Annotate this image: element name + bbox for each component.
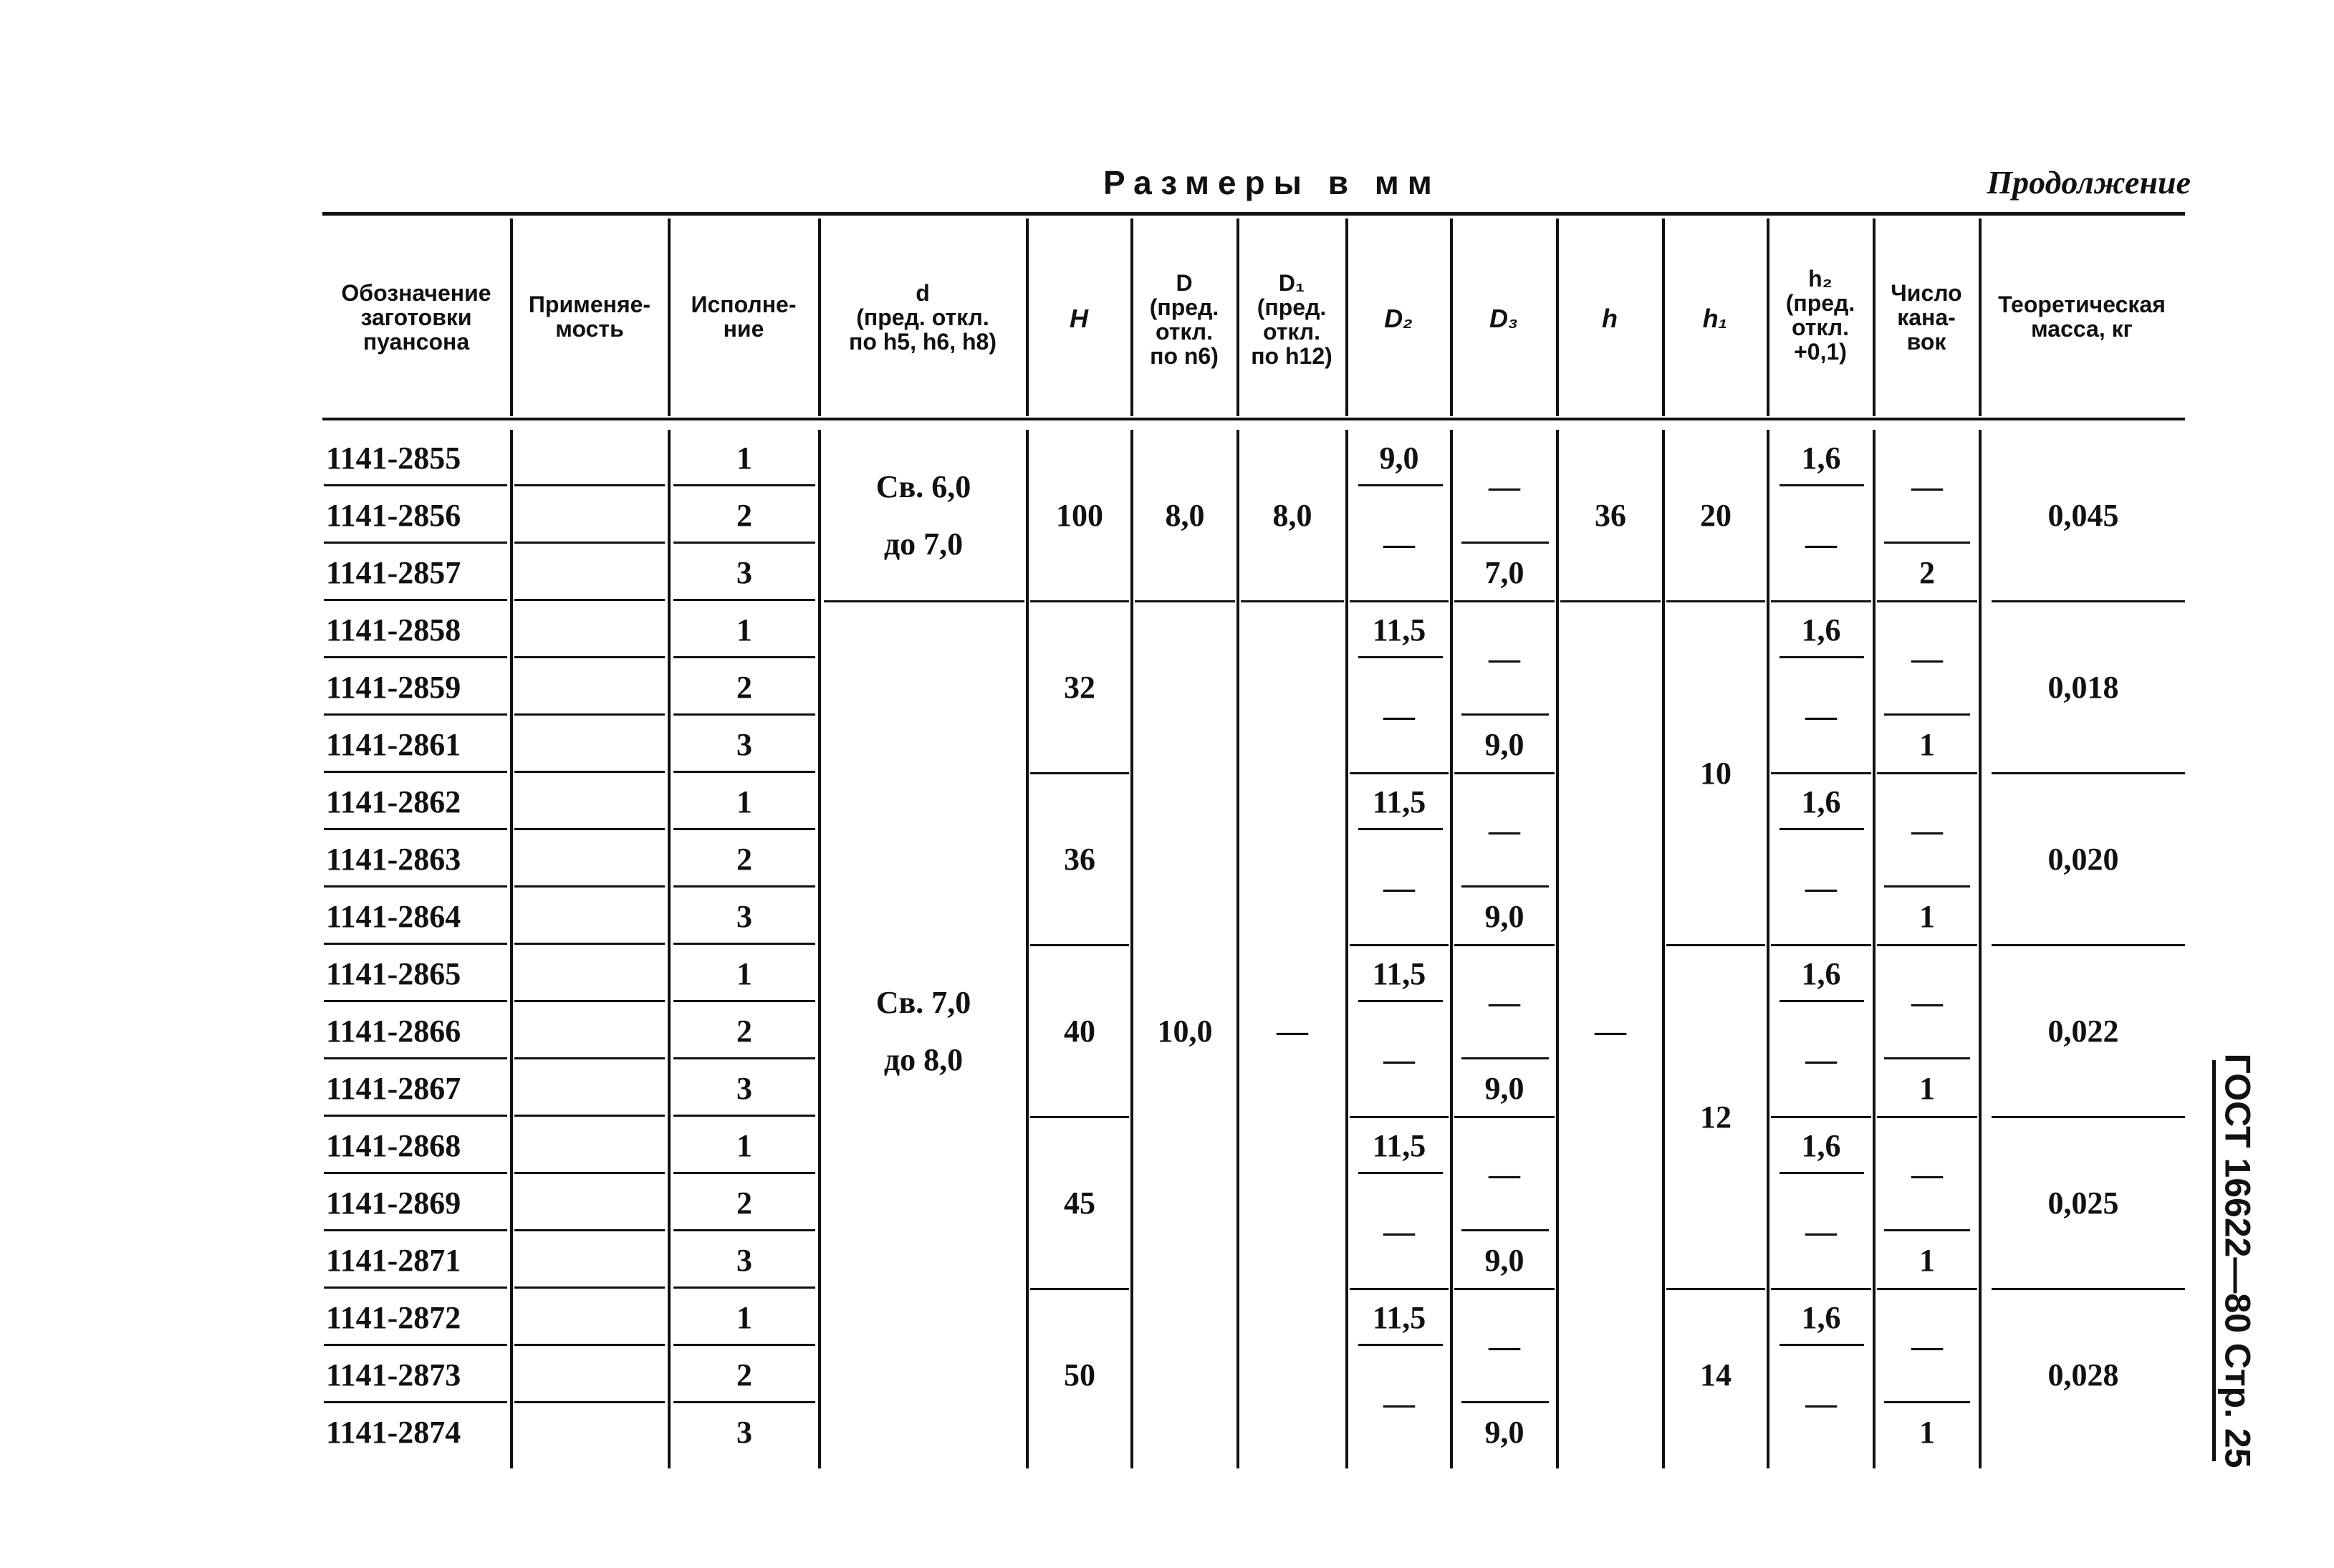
mass-cell: 0,025 — [2047, 1185, 2119, 1221]
group-rule — [1877, 1116, 1977, 1118]
version-cell: 3 — [736, 1071, 752, 1106]
header-h: h — [1602, 304, 1618, 333]
D2-cell: 11,5 — [1372, 1128, 1426, 1163]
group-rule — [1992, 1288, 2185, 1290]
punch-code: 1141-2864 — [326, 899, 461, 934]
value-underline — [1461, 1401, 1549, 1403]
row-rule — [324, 656, 507, 658]
row-rule — [514, 1172, 665, 1174]
mass-cell: 0,018 — [2047, 670, 2119, 705]
punch-code: 1141-2871 — [326, 1243, 461, 1278]
body-divider — [510, 430, 513, 1468]
value-underline — [1780, 1344, 1864, 1346]
D3-cell: — — [1489, 1329, 1520, 1364]
group-rule — [1030, 1116, 1129, 1118]
header-applicability: Применяе- мость — [528, 292, 651, 342]
h2-cell: 1,6 — [1801, 956, 1841, 991]
h2-cell: 1,6 — [1801, 1300, 1841, 1335]
h2-cell: — — [1805, 870, 1837, 905]
D2-cell: — — [1383, 698, 1415, 734]
row-rule — [514, 885, 665, 888]
group-rule — [1666, 944, 1765, 946]
D2-cell: — — [1383, 1386, 1415, 1421]
version-cell: 3 — [736, 555, 752, 590]
D3-cell: 9,0 — [1484, 727, 1524, 762]
value-underline — [1461, 885, 1549, 888]
row-rule — [673, 828, 815, 830]
D3-cell: — — [1489, 985, 1520, 1020]
D2-cell: — — [1383, 526, 1415, 562]
value-underline — [1780, 484, 1864, 486]
grooves-cell: — — [1911, 985, 1943, 1020]
group-rule — [1030, 1288, 1129, 1290]
row-rule — [324, 484, 507, 486]
row-rule — [673, 771, 815, 773]
row-rule — [514, 828, 665, 830]
punch-code: 1141-2865 — [326, 956, 461, 991]
row-rule — [514, 599, 665, 601]
group-rule — [1454, 944, 1555, 946]
group-rule — [1666, 600, 1765, 602]
D2-cell: — — [1383, 1214, 1415, 1249]
D1-cell: — — [1277, 1014, 1308, 1049]
version-cell: 1 — [736, 784, 752, 819]
D2-cell: 11,5 — [1372, 956, 1426, 991]
D3-cell: 9,0 — [1484, 1243, 1524, 1278]
row-rule — [324, 713, 507, 716]
header-grooves: Число кана- вок — [1891, 280, 1962, 355]
row-rule — [673, 1115, 815, 1117]
punch-code: 1141-2859 — [326, 670, 461, 705]
value-underline — [1358, 828, 1443, 830]
header-D3: D₃ — [1489, 304, 1518, 333]
value-underline — [1780, 656, 1864, 658]
grooves-cell: 1 — [1919, 1415, 1935, 1450]
row-rule — [324, 771, 507, 773]
row-rule — [324, 1172, 507, 1174]
punch-code: 1141-2869 — [326, 1185, 461, 1221]
body-divider — [1556, 430, 1559, 1468]
mass-cell: 0,045 — [2047, 498, 2119, 533]
group-rule — [1454, 1288, 1555, 1290]
value-underline — [1358, 1172, 1443, 1174]
version-cell: 3 — [736, 1415, 752, 1450]
h2-cell: 1,6 — [1801, 441, 1841, 476]
value-underline — [1884, 885, 1970, 888]
grooves-cell: — — [1911, 641, 1943, 676]
group-rule — [824, 600, 1024, 602]
version-cell: 3 — [736, 727, 752, 762]
D-cell: 8,0 — [1165, 498, 1205, 533]
version-cell: 2 — [736, 670, 752, 705]
h2-cell: 1,6 — [1801, 1128, 1841, 1163]
D3-cell: 9,0 — [1484, 1415, 1524, 1450]
D2-cell: — — [1383, 1042, 1415, 1077]
row-rule — [514, 1000, 665, 1002]
grooves-cell: 1 — [1919, 727, 1935, 762]
row-rule — [673, 599, 815, 601]
group-rule — [1030, 600, 1129, 602]
value-underline — [1884, 1401, 1970, 1403]
punch-code: 1141-2874 — [326, 1415, 461, 1450]
group-rule — [1030, 772, 1129, 774]
row-rule — [324, 943, 507, 945]
version-cell: 2 — [736, 1185, 752, 1221]
row-rule — [673, 542, 815, 544]
header-designation: Обозначение заготовки пуансона — [341, 280, 491, 355]
row-rule — [673, 1229, 815, 1231]
row-rule — [514, 771, 665, 773]
row-rule — [514, 1229, 665, 1231]
D1-cell: 8,0 — [1272, 498, 1312, 533]
group-rule — [1666, 1288, 1765, 1290]
value-underline — [1780, 1000, 1864, 1002]
D-cell: 10,0 — [1157, 1014, 1213, 1049]
value-underline — [1884, 1229, 1970, 1231]
body-divider — [818, 430, 821, 1468]
row-rule — [514, 1115, 665, 1117]
group-rule — [1992, 772, 2185, 774]
d-range-cell: Св. 7,0 до 8,0 — [875, 985, 971, 1077]
row-rule — [673, 1401, 815, 1403]
row-rule — [324, 599, 507, 601]
punch-code: 1141-2858 — [326, 612, 461, 648]
header-H: H — [1070, 304, 1088, 333]
H-cell: 32 — [1064, 670, 1095, 705]
table-top-rule — [322, 212, 2185, 216]
group-rule — [1030, 944, 1129, 946]
H-cell: 36 — [1064, 842, 1095, 877]
D3-cell: — — [1489, 641, 1520, 676]
value-underline — [1358, 656, 1443, 658]
value-underline — [1461, 1057, 1549, 1059]
d-range-cell: Св. 6,0 до 7,0 — [875, 469, 971, 562]
version-cell: 2 — [736, 842, 752, 877]
punch-code: 1141-2857 — [326, 555, 461, 590]
group-rule — [1454, 772, 1555, 774]
h1-cell: 12 — [1700, 1100, 1732, 1135]
row-rule — [324, 1401, 507, 1403]
D3-cell: 9,0 — [1484, 1071, 1524, 1106]
punch-code: 1141-2868 — [326, 1128, 461, 1163]
h-cell: 36 — [1595, 498, 1626, 533]
row-rule — [514, 1344, 665, 1346]
row-rule — [514, 1057, 665, 1059]
row-rule — [673, 1172, 815, 1174]
value-underline — [1358, 1000, 1443, 1002]
group-rule — [1454, 1116, 1555, 1118]
H-cell: 40 — [1064, 1014, 1095, 1049]
punch-code: 1141-2866 — [326, 1014, 461, 1049]
value-underline — [1884, 1057, 1970, 1059]
mass-cell: 0,020 — [2047, 842, 2119, 877]
row-rule — [324, 1115, 507, 1117]
punch-code: 1141-2862 — [326, 784, 461, 819]
body-divider — [1979, 430, 1982, 1468]
version-cell: 2 — [736, 498, 752, 533]
value-underline — [1884, 542, 1970, 544]
h2-cell: — — [1805, 526, 1837, 562]
value-underline — [1461, 1229, 1549, 1231]
H-cell: 45 — [1064, 1185, 1095, 1221]
header-D: D (пред. откл. по n6) — [1149, 270, 1219, 369]
D2-cell: — — [1383, 870, 1415, 905]
header-h1: h₁ — [1702, 304, 1728, 333]
D3-cell: — — [1489, 1157, 1520, 1192]
row-rule — [514, 943, 665, 945]
row-rule — [324, 1000, 507, 1002]
version-cell: 2 — [736, 1014, 752, 1049]
punch-code: 1141-2867 — [326, 1071, 461, 1106]
h1-cell: 20 — [1700, 498, 1732, 533]
version-cell: 1 — [736, 612, 752, 648]
group-rule — [1992, 1116, 2185, 1118]
D2-cell: 11,5 — [1372, 784, 1426, 819]
row-rule — [673, 1057, 815, 1059]
mass-cell: 0,028 — [2047, 1357, 2119, 1393]
body-divider — [1662, 430, 1665, 1468]
units-caption: Размеры в мм — [1103, 164, 1441, 201]
punch-code: 1141-2863 — [326, 842, 461, 877]
value-underline — [1358, 484, 1443, 486]
h2-cell: 1,6 — [1801, 784, 1841, 819]
group-rule — [1560, 600, 1661, 602]
header-D1: D₁ (пред. откл. по h12) — [1251, 270, 1332, 369]
h1-cell: 14 — [1700, 1357, 1732, 1393]
row-rule — [673, 484, 815, 486]
body-divider — [1026, 430, 1029, 1468]
grooves-cell: — — [1911, 469, 1943, 504]
gost-page-label — [2191, 1053, 2284, 1468]
header-mass: Теоретическая масса, кг — [1998, 292, 2166, 342]
version-cell: 1 — [736, 441, 752, 476]
body-divider — [1130, 430, 1133, 1468]
row-rule — [673, 885, 815, 888]
header-d: d (пред. откл. по h5, h6, h8) — [848, 280, 996, 355]
value-underline — [1461, 713, 1549, 716]
row-rule — [673, 1286, 815, 1289]
grooves-cell: 1 — [1919, 1243, 1935, 1278]
h-cell: — — [1595, 1014, 1626, 1049]
group-rule — [1877, 1288, 1977, 1290]
D2-cell: 9,0 — [1379, 441, 1419, 476]
row-rule — [324, 1286, 507, 1289]
row-rule — [324, 1344, 507, 1346]
row-rule — [324, 1229, 507, 1231]
group-rule — [1877, 772, 1977, 774]
row-rule — [514, 484, 665, 486]
punch-code: 1141-2873 — [326, 1357, 461, 1393]
version-cell: 2 — [736, 1357, 752, 1393]
group-rule — [1241, 600, 1344, 602]
group-rule — [1877, 944, 1977, 946]
body-divider — [1236, 430, 1239, 1468]
version-cell: 3 — [736, 899, 752, 934]
value-underline — [1884, 713, 1970, 716]
row-rule — [673, 713, 815, 716]
punch-code: 1141-2855 — [326, 441, 461, 476]
version-cell: 1 — [736, 1300, 752, 1335]
grooves-cell: — — [1911, 1157, 1943, 1192]
value-underline — [1780, 828, 1864, 830]
h2-cell: — — [1805, 1386, 1837, 1421]
value-underline — [1461, 542, 1549, 544]
header-bottom-rule — [322, 418, 2185, 420]
h2-cell: — — [1805, 698, 1837, 734]
row-rule — [514, 1286, 665, 1289]
group-rule — [1992, 944, 2185, 946]
row-rule — [324, 885, 507, 888]
value-underline — [1780, 1172, 1864, 1174]
header-D2: D₂ — [1384, 304, 1413, 333]
version-cell: 3 — [736, 1243, 752, 1278]
mass-cell: 0,022 — [2047, 1014, 2119, 1049]
row-rule — [514, 542, 665, 544]
h2-cell: — — [1805, 1042, 1837, 1077]
H-cell: 100 — [1056, 498, 1103, 533]
D2-cell: 11,5 — [1372, 612, 1426, 648]
D3-cell: 7,0 — [1484, 555, 1524, 590]
h1-cell: 10 — [1700, 756, 1732, 791]
group-rule — [1454, 600, 1555, 602]
row-rule — [673, 943, 815, 945]
D3-cell: — — [1489, 813, 1520, 848]
punch-code: 1141-2856 — [326, 498, 461, 533]
row-rule — [324, 1057, 507, 1059]
group-rule — [1877, 600, 1977, 602]
grooves-cell: — — [1911, 813, 1943, 848]
row-rule — [324, 542, 507, 544]
version-cell: 1 — [736, 956, 752, 991]
D2-cell: 11,5 — [1372, 1300, 1426, 1335]
row-rule — [673, 1000, 815, 1002]
D3-cell: 9,0 — [1484, 899, 1524, 934]
side-label-rule — [2212, 1060, 2216, 1461]
grooves-cell: — — [1911, 1329, 1943, 1364]
D3-cell: — — [1489, 469, 1520, 504]
h2-cell: 1,6 — [1801, 612, 1841, 648]
group-rule — [1992, 600, 2185, 602]
continuation-caption: Продолжение — [1987, 164, 2191, 201]
version-cell: 1 — [736, 1128, 752, 1163]
value-underline — [1358, 1344, 1443, 1346]
row-rule — [514, 1401, 665, 1403]
grooves-cell: 2 — [1919, 555, 1935, 590]
grooves-cell: 1 — [1919, 1071, 1935, 1106]
row-rule — [514, 713, 665, 716]
header-version: Исполне- ние — [691, 292, 797, 342]
row-rule — [673, 656, 815, 658]
group-rule — [1135, 600, 1235, 602]
grooves-cell: 1 — [1919, 899, 1935, 934]
punch-code: 1141-2861 — [326, 727, 461, 762]
header-h2: h₂ (пред. откл. +0,1) — [1785, 266, 1855, 365]
gost-page-label-text: ГОСТ 16622—80 Стр. 25 — [2217, 1053, 2257, 1468]
row-rule — [324, 828, 507, 830]
row-rule — [514, 656, 665, 658]
h2-cell: — — [1805, 1214, 1837, 1249]
H-cell: 50 — [1064, 1357, 1095, 1393]
punch-code: 1141-2872 — [326, 1300, 461, 1335]
row-rule — [673, 1344, 815, 1346]
